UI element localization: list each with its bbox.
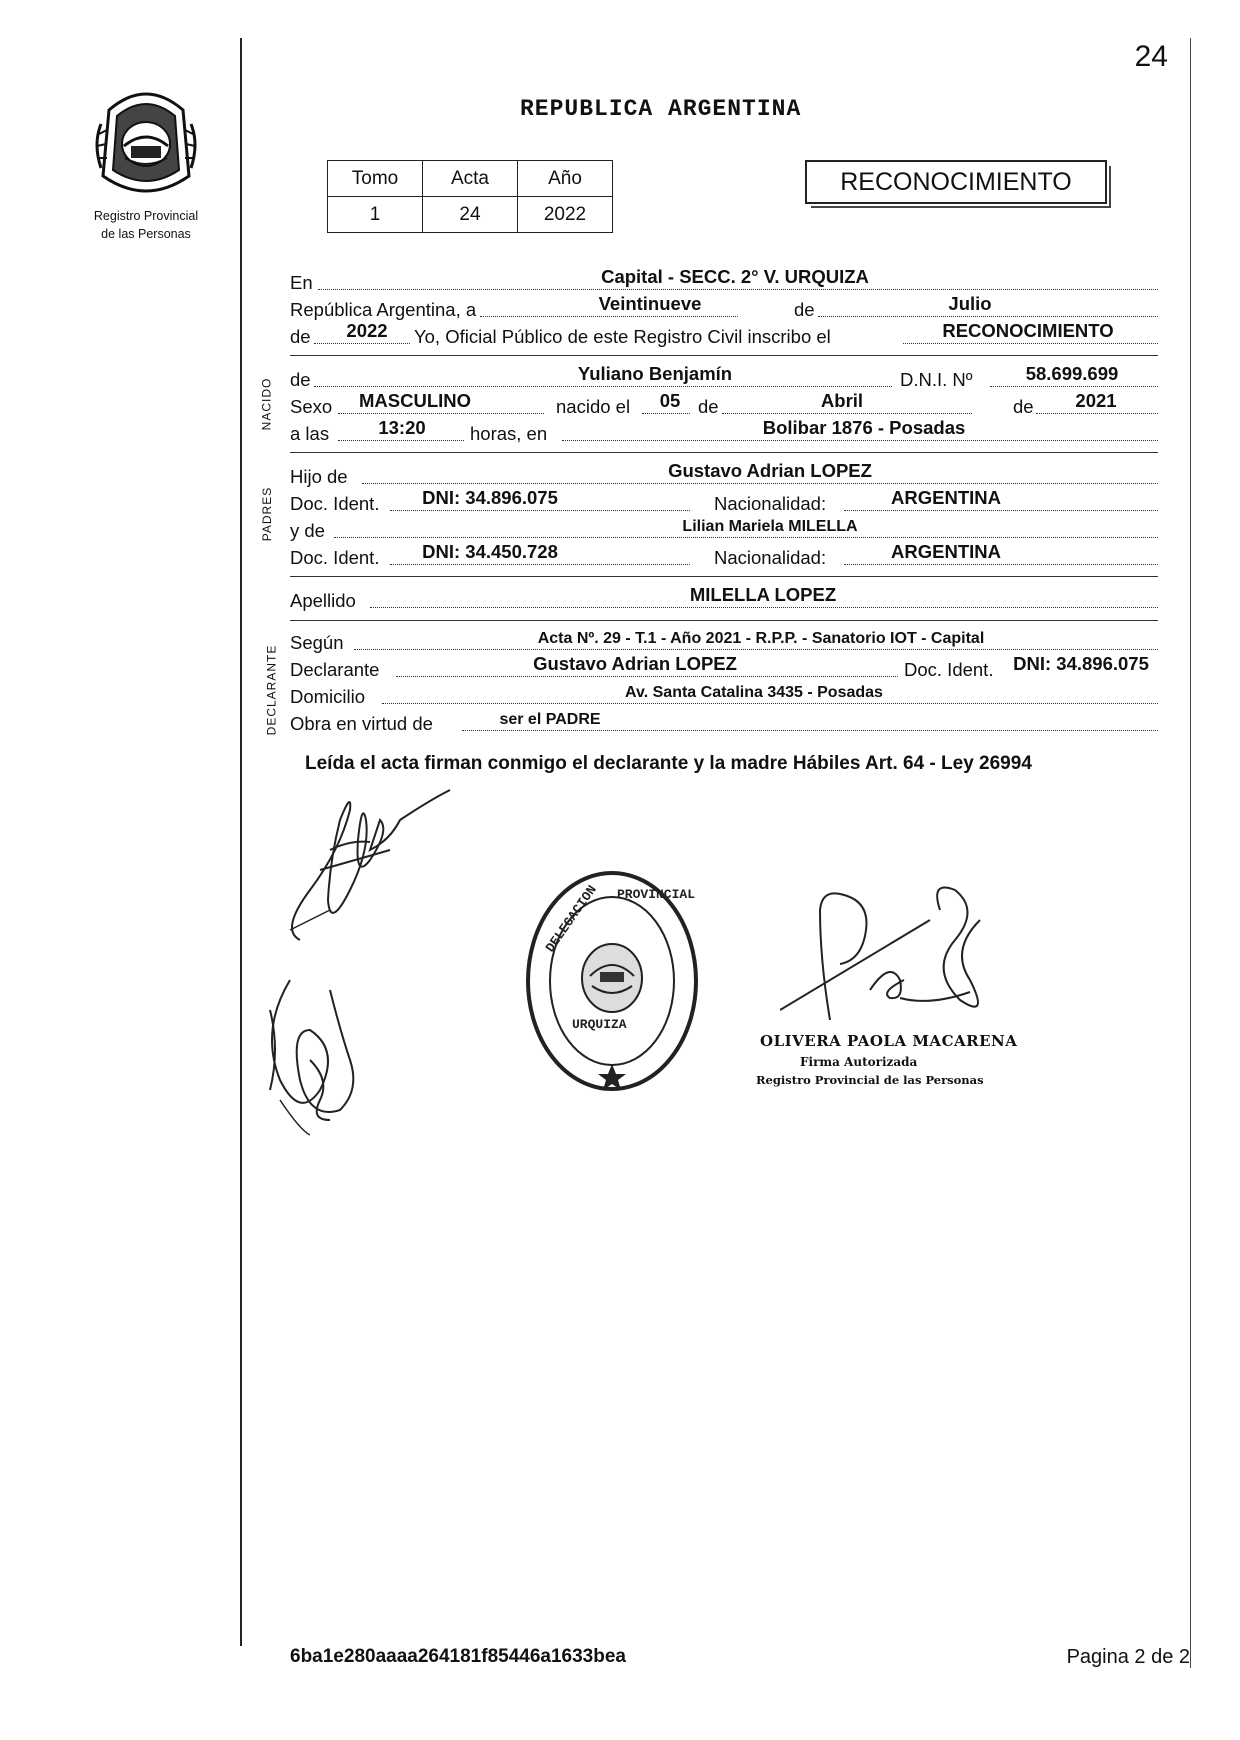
separator-4 xyxy=(290,620,1158,621)
line-padre-doc: Doc. Ident. DNI: 34.896.075 Nacionalidad: ARGENTINA xyxy=(290,487,1158,515)
line-declarante: Declarante Gustavo Adrian LOPEZ Doc. Ident. DNI: 34.896.075 xyxy=(290,653,1149,680)
registry-stamp xyxy=(522,868,702,1094)
logo-caption-line1: Registro Provincial xyxy=(93,209,199,223)
value-declarante: Gustavo Adrian LOPEZ xyxy=(533,653,737,674)
line-madre: y de Lilian Mariela MILELLA xyxy=(290,514,1158,542)
registry-table xyxy=(327,160,613,233)
side-label-padres: PADRES xyxy=(260,486,275,542)
official-org: Registro Provincial de las Personas xyxy=(756,1073,984,1087)
header-tomo: Tomo xyxy=(328,161,423,197)
value-apellido: MILELLA LOPEZ xyxy=(689,584,837,605)
line-padre: Hijo de Gustavo Adrian LOPEZ xyxy=(290,460,1158,488)
logo-caption-line2: de las Personas xyxy=(101,227,191,241)
separator-1 xyxy=(290,355,1158,356)
value-domicilio: Av. Santa Catalina 3435 - Posadas xyxy=(625,684,883,701)
value-acta: 24 xyxy=(423,197,518,233)
value-anio: 2022 xyxy=(518,197,613,233)
line-domicilio: Domicilio Av. Santa Catalina 3435 - Posadas xyxy=(290,680,1158,708)
provincia-seal-icon xyxy=(91,84,201,200)
value-madre-doc: DNI: 34.450.728 xyxy=(422,541,558,562)
declarant-signature xyxy=(270,780,470,960)
official-name: OLIVERA PAOLA MACARENA xyxy=(760,1032,1018,1050)
line-obra: Obra en virtud de ser el PADRE xyxy=(290,707,1158,735)
line-fecha: República Argentina, a Veintinueve de Julio xyxy=(290,293,1158,321)
header-anio: Año xyxy=(518,161,613,197)
value-madre: Lilian Mariela MILELLA xyxy=(682,518,858,535)
line-inscripcion: de 2022 Yo, Oficial Público de este Registro Civil inscribo el RECONOCIMIENTO xyxy=(290,320,1158,348)
value-padre-doc: DNI: 34.896.075 xyxy=(422,487,558,508)
closing-text: Leída el acta firman conmigo el declarante y la madre Hábiles Art. 64 - Ley 26994 xyxy=(305,753,1032,774)
line-segun: Según Acta Nº. 29 - T.1 - Año 2021 - R.P.P. - Sanatorio IOT - Capital xyxy=(290,626,1158,654)
registry-logo xyxy=(76,84,216,241)
mother-signature xyxy=(250,970,380,1140)
side-label-declarante: DECLARANTE xyxy=(264,644,279,736)
official-role: Firma Autorizada xyxy=(800,1055,918,1069)
svg-text:DELEGACION: DELEGACION xyxy=(542,882,600,956)
line-nombre: de Yuliano Benjamín D.N.I. Nº 58.699.699 xyxy=(290,363,1158,391)
value-hora: 13:20 xyxy=(378,417,426,438)
value-segun: Acta Nº. 29 - T.1 - Año 2021 - R.P.P. - Sanatorio IOT - Capital xyxy=(537,630,985,647)
value-nac-mes: Abril xyxy=(820,390,864,411)
line-hora: a las 13:20 horas, en Bolibar 1876 - Posadas xyxy=(290,417,1158,445)
value-nac-anio: 2021 xyxy=(1075,390,1117,411)
value-dia: Veintinueve xyxy=(598,293,702,314)
document-hash: 6ba1e280aaaa264181f85446a1633bea xyxy=(290,1646,626,1667)
act-type-box: RECONOCIMIENTO xyxy=(805,160,1107,204)
page-indicator: Pagina 2 de 2 xyxy=(1066,1646,1190,1668)
value-mes: Julio xyxy=(948,293,992,314)
header-acta: Acta xyxy=(423,161,518,197)
value-dni: 58.699.699 xyxy=(1025,363,1119,384)
line-en: En Capital - SECC. 2° V. URQUIZA xyxy=(290,266,1158,294)
value-sexo: MASCULINO xyxy=(358,390,472,411)
official-signature xyxy=(780,880,1000,1030)
document-title: REPUBLICA ARGENTINA xyxy=(520,96,802,122)
line-madre-doc: Doc. Ident. DNI: 34.450.728 Nacionalidad: ARGENTINA xyxy=(290,541,1158,569)
svg-text:PROVINCIAL: PROVINCIAL xyxy=(617,887,696,902)
right-margin-rule xyxy=(1190,38,1191,1668)
value-nac-dia: 05 xyxy=(659,390,681,411)
value-tipo: RECONOCIMIENTO xyxy=(942,320,1114,341)
value-obra: ser el PADRE xyxy=(499,711,601,728)
value-anio: 2022 xyxy=(346,320,388,341)
value-nombre: Yuliano Benjamín xyxy=(577,363,733,384)
value-declarante-doc: DNI: 34.896.075 xyxy=(1013,653,1149,674)
value-tomo: 1 xyxy=(328,197,423,233)
line-apellido: Apellido MILELLA LOPEZ xyxy=(290,584,1158,612)
value-lugar-nac: Bolibar 1876 - Posadas xyxy=(762,417,966,438)
value-lugar: Capital - SECC. 2° V. URQUIZA xyxy=(601,266,869,287)
side-label-nacido: NACIDO xyxy=(259,377,274,431)
svg-text:URQUIZA: URQUIZA xyxy=(572,1017,627,1032)
left-margin-rule xyxy=(240,38,242,1646)
separator-2 xyxy=(290,452,1158,453)
page-number: 24 xyxy=(1134,40,1168,73)
value-padre-nac: ARGENTINA xyxy=(891,487,1001,508)
separator-3 xyxy=(290,576,1158,577)
line-sexo: Sexo MASCULINO nacido el 05 de Abril de 2021 xyxy=(290,390,1158,418)
value-padre: Gustavo Adrian LOPEZ xyxy=(668,460,872,481)
value-madre-nac: ARGENTINA xyxy=(891,541,1001,562)
